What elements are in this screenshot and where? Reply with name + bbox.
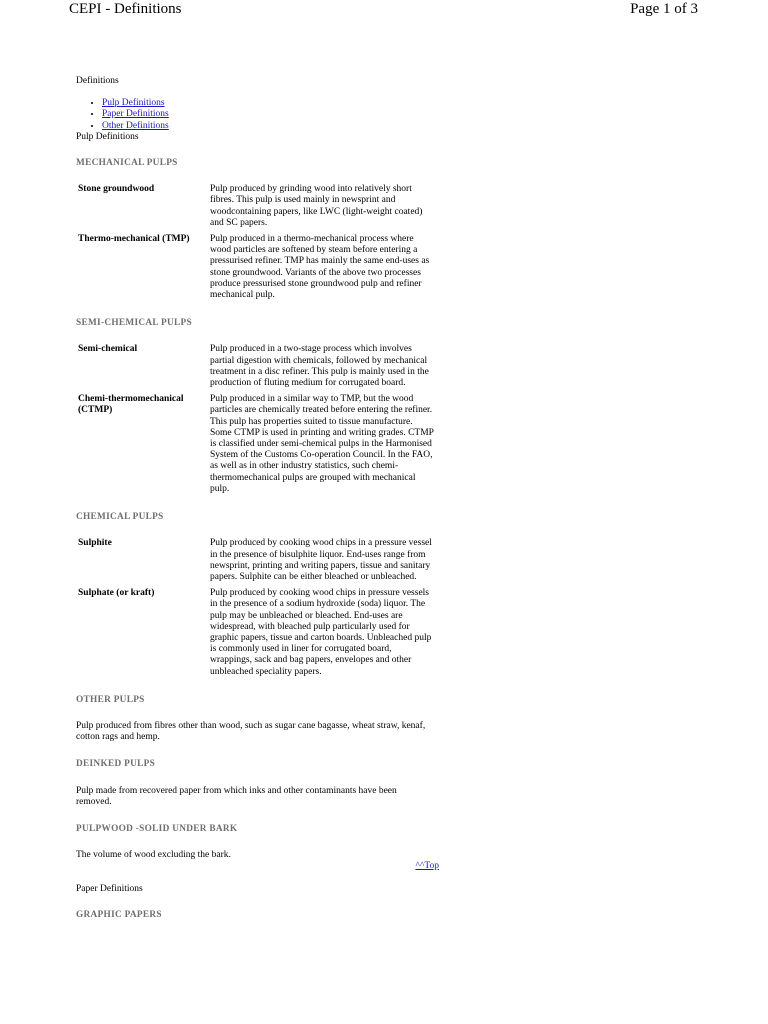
toc-item xyxy=(102,109,446,120)
paper-definitions-link[interactable]: Paper Definitions xyxy=(102,109,169,120)
paper-definitions-heading: Paper Definitions xyxy=(76,883,143,894)
category-heading: PULPWOOD -SOLID UNDER BARK xyxy=(76,823,238,834)
definition-row xyxy=(78,184,446,229)
category-heading: DEINKED PULPS xyxy=(76,759,156,770)
definition-text: Pulp produced in a thermo-mechanical process where wood particles are softened by steam before entering a pressurised refiner. TMP has mainly the same end-uses as stone groundwood. Variants of the above two processes produce pressurised stone groundwood pulp and refiner mechanical pulp. xyxy=(210,234,430,301)
table-of-contents xyxy=(76,98,446,132)
definition-term: Thermo-mechanical (TMP) xyxy=(78,234,190,245)
toc-item xyxy=(102,121,446,132)
document-title: CEPI - Definitions xyxy=(69,1,182,17)
pulp-definitions-link[interactable]: Pulp Definitions xyxy=(102,98,165,109)
page-number: Page 1 of 3 xyxy=(630,1,698,17)
definition-row xyxy=(78,588,446,678)
definition-text: Pulp made from recovered paper from which inks and other contaminants have been removed. xyxy=(76,785,397,807)
definition-text: Pulp produced in a similar way to TMP, but the wood particles are chemically treated before entering the refiner. This pulp has properties suited to tissue manufacture. Some CTMP is used in printing and writing grades. CTMP is classified under semi-chemical pulps in the Harmonised System of the Customs Co-operation Council. In the FAO, as well as in other industry statistics, such chemi-thermomechanical pulps are grouped with mechanical pulp. xyxy=(210,394,434,494)
definition-term: Sulphate (or kraft) xyxy=(78,588,155,599)
definition-row xyxy=(78,344,446,389)
definitions-heading: Definitions xyxy=(76,76,119,86)
category-heading: CHEMICAL PULPS xyxy=(76,512,164,523)
definition-text: Pulp produced from fibres other than wood, such as sugar cane bagasse, wheat straw, kenaf, cotton rags and hemp. xyxy=(76,720,426,743)
definition-term: Stone groundwood xyxy=(78,184,155,195)
category-heading: GRAPHIC PAPERS xyxy=(76,909,162,920)
other-definitions-link[interactable]: Other Definitions xyxy=(102,120,169,131)
definition-text: The volume of wood excluding the bark. xyxy=(76,850,231,861)
definition-row xyxy=(78,234,446,301)
definition-term: Sulphite xyxy=(78,538,112,549)
category-heading: SEMI-CHEMICAL PULPS xyxy=(76,318,192,329)
definition-text: Pulp produced by cooking wood chips in pressure vessels in the presence of a sodium hydroxide (soda) liquor. The pulp may be unbleached or bleached. End-uses are widespread, with bleached pulp particularly used for graphic papers, tissue and carton boards. Unbleached pulp is commonly used in liner for corrugated board, wrappings, sack and bag papers, envelopes and other unbleached speciality papers. xyxy=(210,588,432,677)
back-to-top xyxy=(76,861,439,872)
pulp-definitions-heading: Pulp Definitions xyxy=(76,131,139,142)
definition-term: Semi-chemical xyxy=(78,344,138,355)
toc-item xyxy=(102,98,446,109)
top-link[interactable]: ^^Top xyxy=(415,861,439,872)
category-heading: OTHER PULPS xyxy=(76,694,145,705)
definition-text: Pulp produced by grinding wood into relatively short fibres. This pulp is used mainly in newsprint and woodcontaining papers, like LWC (light-weight coated) and SC papers. xyxy=(210,184,423,228)
document-body xyxy=(76,76,446,921)
definition-term: Chemi-thermomechanical (CTMP) xyxy=(78,394,184,416)
category-heading: MECHANICAL PULPS xyxy=(76,158,178,169)
definition-row xyxy=(78,538,446,583)
definition-row xyxy=(78,394,446,495)
definition-text: Pulp produced in a two-stage process which involves partial digestion with chemicals, followed by mechanical treatment in a disc refiner. This pulp is mainly used in the production of fluting medium for corrugated board. xyxy=(210,344,429,389)
definition-text: Pulp produced by cooking wood chips in a pressure vessel in the presence of bisulphite liquor. End-uses range from newsprint, printing and writing papers, tissue and sanitary papers. Sulphite can be either bleached or unbleached. xyxy=(210,538,432,582)
